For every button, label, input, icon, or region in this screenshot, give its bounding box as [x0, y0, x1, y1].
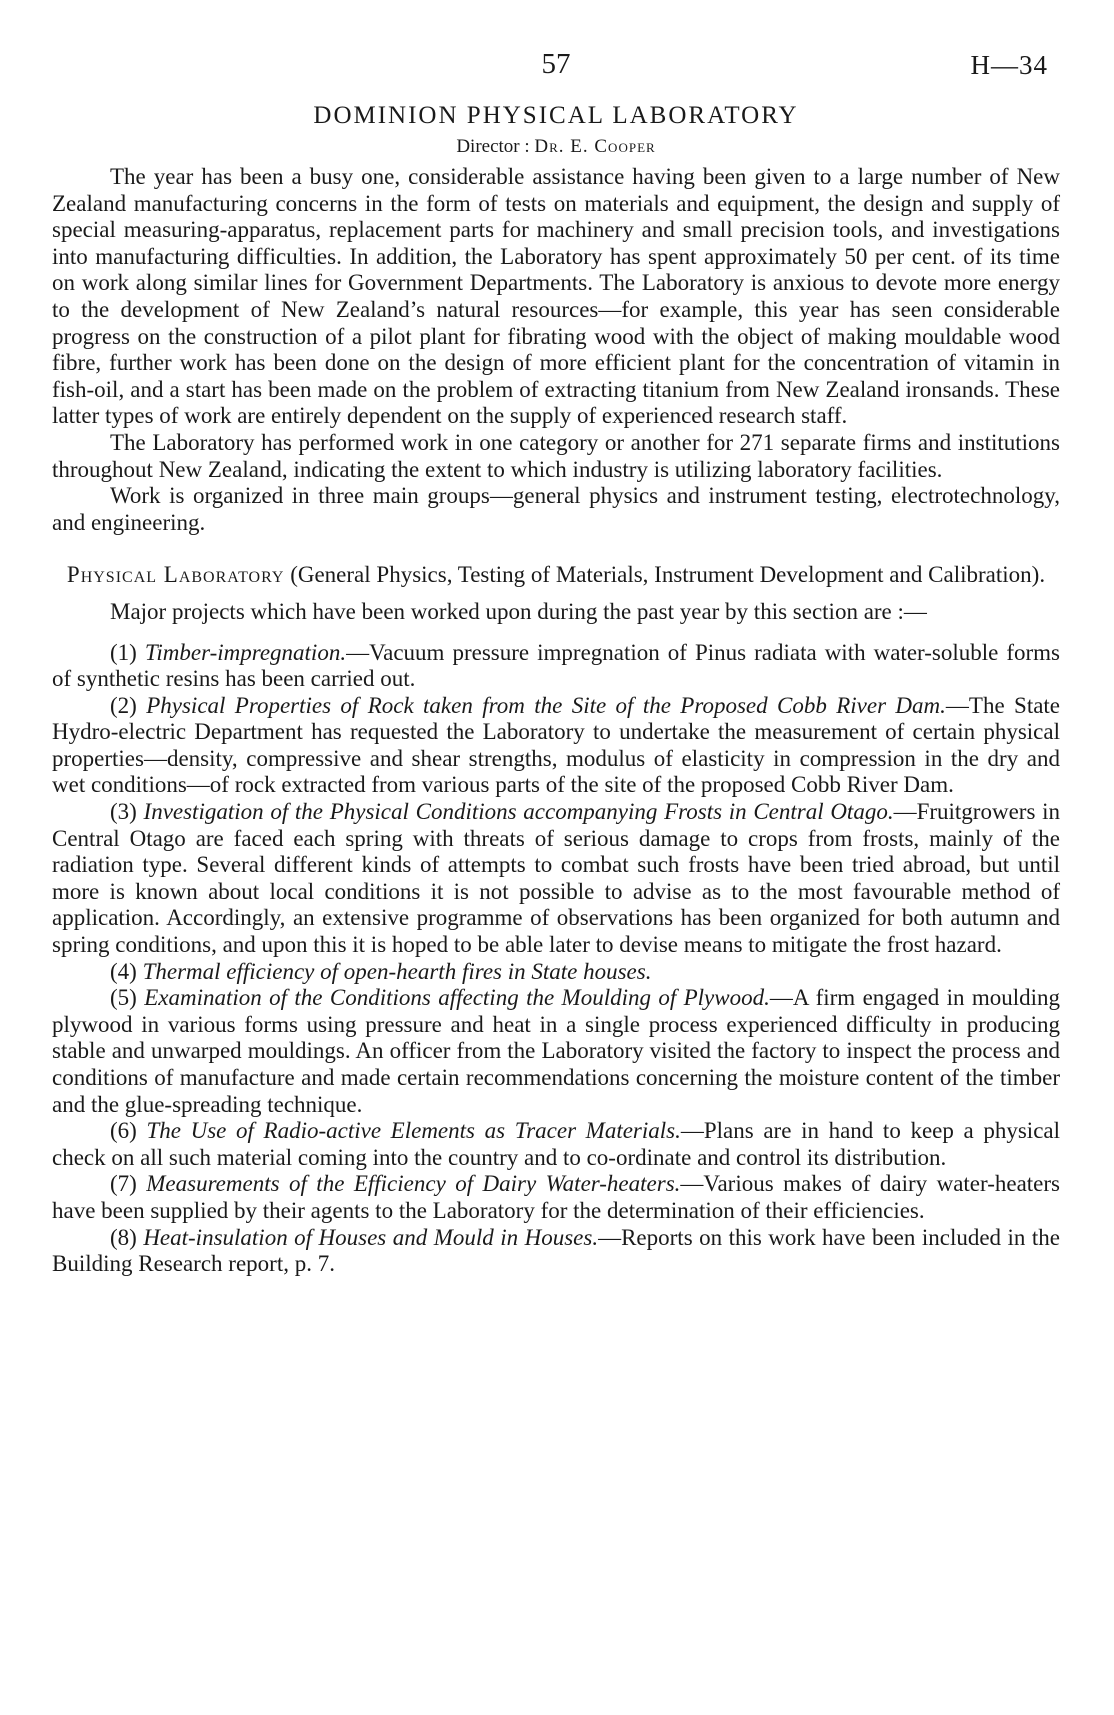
project-title: Examination of the Conditions affecting the Moulding of Plywood.: [144, 985, 770, 1011]
director-label: Director :: [456, 136, 530, 157]
intro-paragraph-3: Work is organized in three main groups—general physics and instrument testing, electrotechnology, and engineering.: [52, 483, 1060, 535]
project-text: —Fruitgrowers in Central Otago are faced each spring with threats of serious damage to crops from frosts, mainly of the radiation type. Several different kinds of attempts to combat such frosts have been tried abroad, but until more is known about local conditions it is not possible to advise as to the most favourable method of application. Accordingly, an extensive programme of observations has been organized for both autumn and spring conditions, and upon this it is hoped to be able later to devise means to mitigate the frost hazard.: [52, 799, 1060, 958]
project-text: —Various makes of dairy water-heaters have been supplied by their agents to the Laboratory for the determination of their efficiencies.: [52, 1171, 1060, 1223]
project-text: —Vacuum pressure impregnation of Pinus radiata with water-soluble forms of synthetic resins has been carried out.: [52, 639, 1061, 692]
project-title: Investigation of the Physical Conditions accompanying Frosts in Central Otago.: [143, 799, 894, 825]
project-title: Physical Properties of Rock taken from the Site of the Proposed Cobb River Dam.: [146, 692, 946, 718]
project-item-6: [52, 1118, 1060, 1171]
director-line: [52, 136, 1060, 158]
project-number: (1): [110, 639, 137, 665]
page-header: [52, 0, 1060, 98]
section-name: Physical Laboratory: [66, 562, 285, 588]
laboratory-title: DOMINION PHYSICAL LABORATORY: [313, 102, 799, 129]
section-subtitle: (General Physics, Testing of Materials, Instrument Development and Calibration).: [290, 562, 1046, 588]
project-item-5: [52, 985, 1060, 1118]
project-text: —Plans are in hand to keep a physical check on all such material coming into the country and to co-ordinate and control its distribution.: [52, 1118, 1061, 1170]
project-number: (3): [110, 799, 137, 825]
project-number: (6): [110, 1118, 137, 1144]
project-number: (8): [110, 1224, 137, 1250]
project-item-2: [52, 693, 1060, 799]
project-text: —The State Hydro-electric Department has requested the Laboratory to undertake the measurement of certain physical properties—density, compressive and shear strengths, modulus of elasticity in compression in the dry and wet conditions—of rock extracted from various parts of the site of the proposed Cobb River Dam.: [52, 692, 1061, 798]
intro-paragraph-1: The year has been a busy one, considerable assistance having been given to a large number of New Zealand manufacturing concerns in the form of tests on materials and equipment, the design and supply of special measuring-apparatus, replacement parts for machinery and small precision tools, and investigations into manufacturing difficulties. In addition, the Laboratory has spent approximately 50 per cent. of its time on work along similar lines for Government Departments. The Laboratory is anxious to devote more energy to the development of New Zealand’s natural resources—for example, this year has seen considerable progress on the construction of a pilot plant for fibrating wood with the object of making mouldable wood fibre, further work has been done on the design of more efficient plant for the concentration of vitamin in fish-oil, and a start has been made on the problem of extracting titanium from New Zealand ironsands. These latter types of work are entirely dependent on the supply of experienced research staff.: [52, 164, 1060, 429]
project-number: (5): [110, 985, 137, 1011]
project-item-3: [52, 799, 1060, 959]
section-heading: [52, 562, 1060, 589]
project-title: Measurements of the Efficiency of Dairy Water-heaters.: [146, 1171, 681, 1197]
project-title: Thermal efficiency of open-hearth fires in State houses.: [142, 958, 652, 984]
project-item-8: [52, 1225, 1060, 1278]
project-item-7: [52, 1171, 1060, 1224]
project-number: (2): [110, 692, 137, 718]
project-title: The Use of Radio-active Elements as Tracer Materials.: [146, 1118, 681, 1144]
project-text: —A firm engaged in moulding plywood in various forms using pressure and heat in a single process experienced difficulty in producing stable and unwarped mouldings. An officer from the Laboratory visited the factory to inspect the process and conditions of manufacture and made certain recommendations concerning the moisture content of the timber and the glue-spreading technique.: [52, 985, 1061, 1117]
project-item-1: [52, 640, 1060, 693]
project-number: (7): [110, 1171, 137, 1197]
project-item-4: [52, 959, 1060, 986]
project-text: —Reports on this work have been included in the Building Research report, p. 7.: [52, 1224, 1060, 1277]
series-code: H—34: [970, 50, 1048, 80]
director-name: Dr. E. Cooper: [534, 136, 656, 157]
project-title: Timber-impregnation.: [144, 639, 347, 665]
projects-intro: Major projects which have been worked upon during the past year by this section are :—: [110, 598, 927, 624]
project-number: (4): [110, 958, 137, 984]
project-title: Heat-insulation of Houses and Mould in Houses.: [143, 1224, 599, 1250]
intro-paragraph-2: The Laboratory has performed work in one category or another for 271 separate firms and institutions throughout New Zealand, indicating the extent to which industry is utilizing laboratory facilities.: [52, 429, 1060, 482]
page-number: 57: [541, 48, 571, 80]
